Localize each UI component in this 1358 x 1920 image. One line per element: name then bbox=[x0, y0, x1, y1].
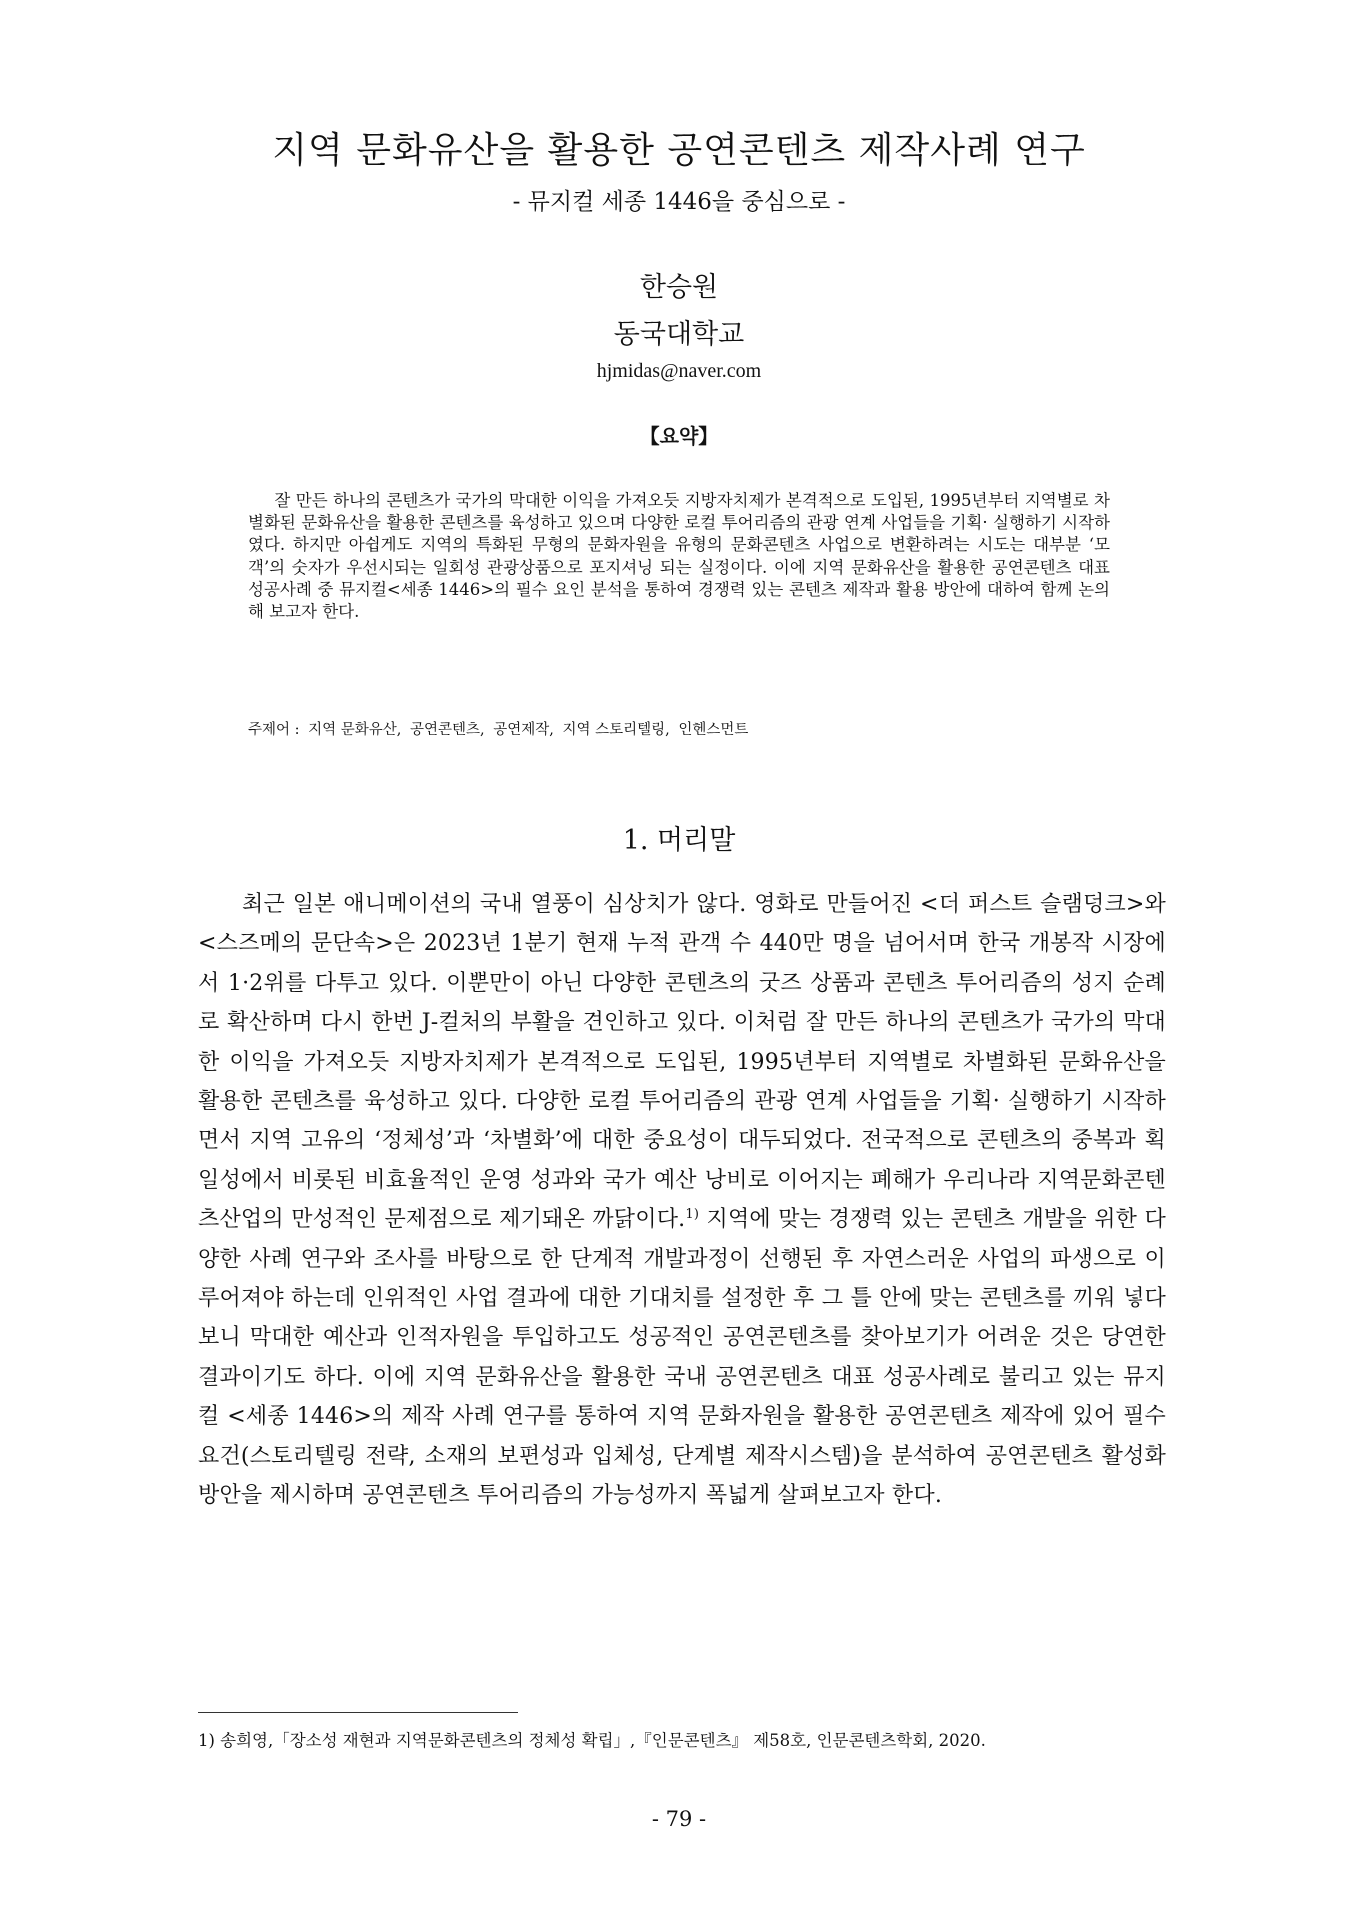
author-email: hjmidas@naver.com bbox=[596, 360, 762, 382]
keyword-item: 지역 스토리텔링, bbox=[562, 722, 670, 738]
paper-title: 지역 문화유산을 활용한 공연콘텐츠 제작사례 연구 bbox=[272, 130, 1086, 171]
section-heading: 1. 머리말 bbox=[622, 825, 736, 856]
page-number: - 79 - bbox=[651, 1807, 707, 1831]
keywords-line bbox=[248, 718, 752, 739]
keywords-label: 주제어 : bbox=[248, 722, 300, 738]
body-text-part-2: 지역에 맞는 경쟁력 있는 콘텐츠 개발을 위한 다양한 사례 연구와 조사를 바탕으로 한 단계적 개발과정이 선행된 후 자연스러운 사업의 파생으로 이루어져야 하는데 인위적인 사업 결과에 대한 기대치를 설정한 후 그 틀 안에 맞는 콘텐츠를 끼워 넣다 보니 막대한 예산과 인적자원을 투입하고도 성공적인 공연콘텐츠를 찾아보기가 어려운 것은 당연한 결과이기도 하다. 이에 지역 문화유산을 활용한 국내 공연콘텐츠 대표 성공사례로 불리고 있는 뮤지컬 <세종 1446>의 제작 사례 연구를 통하여 지역 문화자원을 활용한 공연콘텐츠 제작에 있어 필수 요건(스토리텔링 전략, 소재의 보편성과 입체성, 단계별 제작시스템)을 분석하여 공연콘텐츠 활성화 방안을 제시하며 공연콘텐츠 투어리즘의 가능성까지 폭넓게 살펴보고자 한다. bbox=[198, 1207, 1166, 1509]
body-text-part-1: 최근 일본 애니메이션의 국내 열풍이 심상치가 않다. 영화로 만들어진 <더 퍼스트 슬램덩크>와 <스즈메의 문단속>은 2023년 1분기 현재 누적 관객 수 440만 명을 넘어서며 한국 개봉작 시장에서 1·2위를 다투고 있다. 이뿐만이 아닌 다양한 콘텐츠의 굿즈 상품과 콘텐츠 투어리즘의 성지 순례로 확산하며 다시 한번 J-컬처의 부활을 견인하고 있다. 이처럼 잘 만든 하나의 콘텐츠가 국가의 막대한 이익을 가져오듯 지방자치제가 본격적으로 도입된, 1995년부터 지역별로 차별화된 문화유산을 활용한 콘텐츠를 육성하고 있다. 다양한 로컬 투어리즘의 관광 연계 사업들을 기획· 실행하기 시작하면서 지역 고유의 ‘정체성’과 ‘차별화’에 대한 중요성이 대두되었다. 전국적으로 콘텐츠의 중복과 획일성에서 비롯된 비효율적인 운영 성과와 국가 예산 낭비로 이어지는 폐해가 우리나라 지역문화콘텐츠산업의 만성적인 문제점으로 제기돼온 까닭이다. bbox=[198, 892, 1166, 1233]
paper-subtitle: - 뮤지컬 세종 1446을 중심으로 - bbox=[512, 189, 846, 215]
footnote: 1) 송희영,「장소성 재현과 지역문화콘텐츠의 정체성 확립」,『인문콘텐츠』 제58호, 인문콘텐츠학회, 2020. bbox=[198, 1731, 986, 1750]
keyword-item: 공연콘텐츠, bbox=[410, 722, 485, 738]
keyword-item: 인헨스먼트 bbox=[678, 722, 749, 738]
abstract-body: 잘 만든 하나의 콘텐츠가 국가의 막대한 이익을 가져오듯 지방자치제가 본격적으로 도입된, 1995년부터 지역별로 차별화된 문화유산을 활용한 콘텐츠를 육성하고 있으며 다양한 로컬 투어리즘의 관광 연계 사업들을 기획· 실행하기 시작하였다. 하지만 아쉽게도 지역의 특화된 무형의 문화자원을 유형의 문화콘텐츠 사업으로 변환하려는 시도는 대부분 ‘모객’의 숫자가 우선시되는 일회성 관광상품으로 포지셔닝 되는 실정이다. 이에 지역 문화유산을 활용한 공연콘텐츠 대표 성공사례 중 뮤지컬<세종 1446>의 필수 요인 분석을 통하여 경쟁력 있는 콘텐츠 제작과 활용 방안에 대하여 함께 논의해 보고자 한다. bbox=[248, 491, 1110, 622]
author-name: 한승원 bbox=[639, 272, 719, 303]
abstract-heading: 【요약】 bbox=[639, 424, 719, 448]
section-body bbox=[198, 885, 1166, 1516]
keyword-item: 지역 문화유산, bbox=[308, 722, 402, 738]
keyword-item: 공연제작, bbox=[493, 722, 554, 738]
footnote-divider bbox=[198, 1712, 518, 1713]
author-affiliation: 동국대학교 bbox=[613, 319, 745, 350]
footnote-marker: 1) bbox=[685, 1207, 700, 1223]
